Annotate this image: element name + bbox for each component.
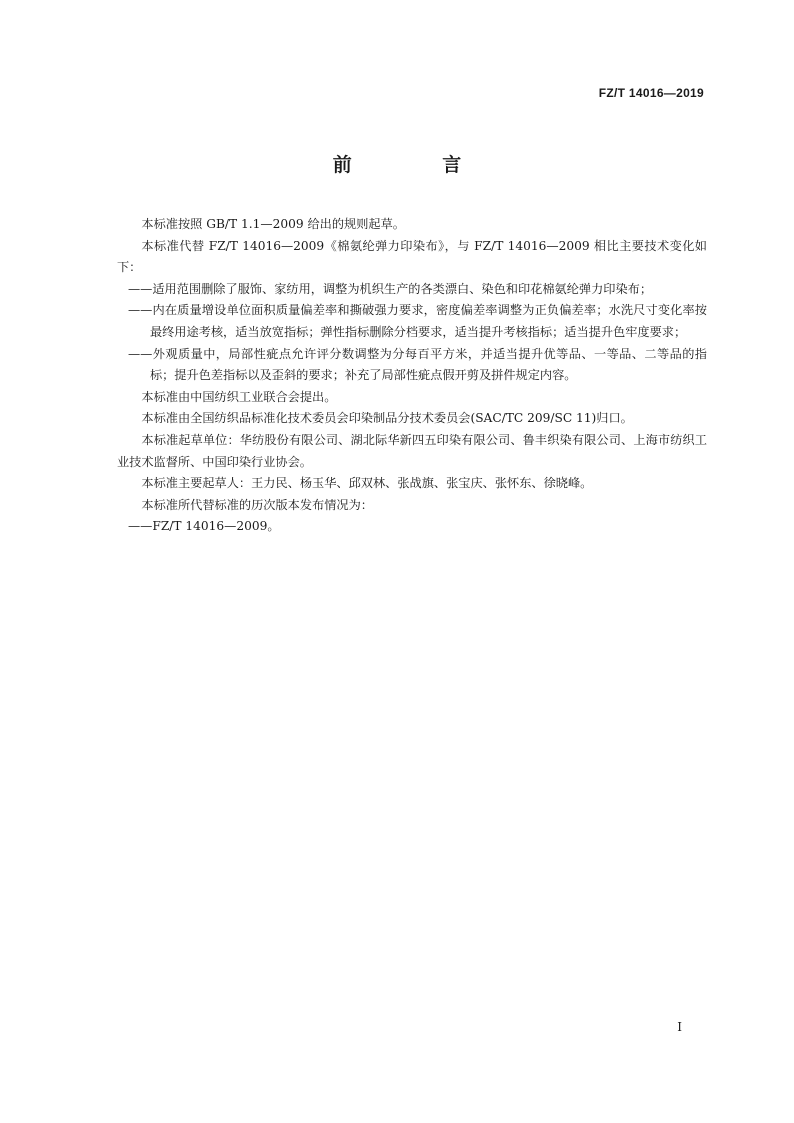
paragraph-replaces: 本标准代替 FZ/T 14016—2009《棉氨纶弹力印染布》，与 FZ/T 14016—2009 相比主要技术变化如下： xyxy=(117,238,707,275)
paragraph-drafting-rules: 本标准按照 GB/T 1.1—2009 给出的规则起草。 xyxy=(141,217,405,231)
standard-number: FZ/T 14016—2019 xyxy=(598,86,704,100)
paragraph-drafters: 本标准主要起草人：王力民、杨玉华、邱双林、张战旗、张宝庆、张怀东、徐晓峰。 xyxy=(141,476,593,491)
paragraph-drafting-units: 本标准起草单位：华纺股份有限公司、湖北际华新四五印染有限公司、鲁丰织染有限公司、上海市纺织工业技术监督所、中国印染行业协会。 xyxy=(117,432,707,469)
list-item-intrinsic-quality: ——内在质量增设单位面积质量偏差率和撕破强力要求，密度偏差率调整为正负偏差率；水洗尺寸变化率按最终用途考核，适当放宽指标；弹性指标删除分档要求，适当提升考核指标；适当提升色牢度要求； xyxy=(127,303,707,339)
list-item-appearance-quality: ——外观质量中，局部性疵点允许评分数调整为分每百平方米，并适当提升优等品、一等品、二等品的指标；提升色差指标以及歪斜的要求；补充了局部性疵点假开剪及拼件规定内容。 xyxy=(127,346,707,383)
foreword-body xyxy=(117,214,707,538)
page-number: I xyxy=(677,1020,682,1034)
paragraph-under-jurisdiction: 本标准由全国纺织品标准化技术委员会印染制品分技术委员会(SAC/TC 209/SC 11)归口。 xyxy=(141,411,633,426)
paragraph-proposed-by: 本标准由中国纺织工业联合会提出。 xyxy=(141,389,337,404)
list-item-previous-edition: ——FZ/T 14016—2009。 xyxy=(127,519,280,534)
paragraph-previous-editions: 本标准所代替标准的历次版本发布情况为： xyxy=(141,497,373,512)
list-item-scope-change: ——适用范围删除了服饰、家纺用，调整为机织生产的各类漂白、染色和印花棉氨纶弹力印染布； xyxy=(127,281,653,296)
page-title: 前 言 xyxy=(332,154,504,176)
